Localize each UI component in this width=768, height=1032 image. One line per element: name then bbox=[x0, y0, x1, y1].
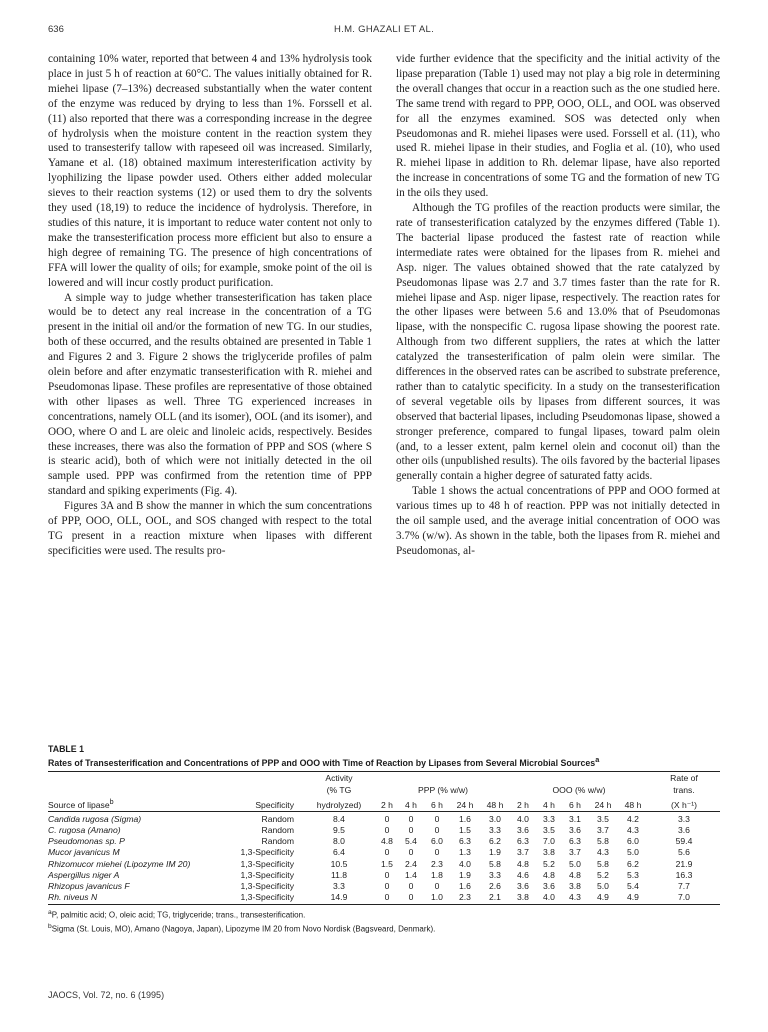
ppp-value-cell: 0 bbox=[434, 847, 440, 858]
right-column bbox=[396, 52, 720, 559]
ooo-value-cell: 5.0 bbox=[597, 881, 609, 891]
ppp-value-cell: 1.9 bbox=[459, 869, 471, 880]
ppp-value-cell: 0 bbox=[408, 813, 414, 824]
ppp-value-cell: 0 bbox=[384, 847, 390, 858]
ooo-value-cell: 3.3 bbox=[543, 813, 555, 824]
ooo-value-cell: 5.0 bbox=[569, 858, 581, 869]
footnote-text: Sigma (St. Louis, MO), Amano (Nagoya, Japan), Lipozyme IM 20 from Novo Nordisk (Bagsveard, Denmark). bbox=[51, 924, 436, 934]
activity-cell: 10.5 bbox=[330, 858, 348, 869]
ppp-value-cell: 2.1 bbox=[480, 892, 510, 905]
table-caption-text: Rates of Transesterification and Concentrations of PPP and OOO with Time of Reaction by Lipases from Several Microbial Sources bbox=[48, 757, 596, 768]
table-header-cell bbox=[218, 772, 302, 784]
ppp-value-cell: 0 bbox=[384, 881, 390, 891]
ooo-value-cell: 3.6 bbox=[517, 881, 529, 891]
ppp-value-cell: 1.3 bbox=[459, 847, 471, 858]
time-header: 48 h bbox=[480, 796, 510, 811]
table-row bbox=[48, 892, 720, 905]
table-1 bbox=[48, 744, 720, 935]
ppp-value-cell: 6.3 bbox=[459, 836, 471, 847]
source-cell: Candida rugosa (Sigma) bbox=[48, 813, 142, 824]
rate-cell: 21.9 bbox=[675, 858, 693, 869]
ooo-group-header: OOO (% w/w) bbox=[552, 784, 606, 795]
paragraph: A simple way to judge whether transesterification has taken place would be to detect any real increase in the concentration of a TG present in the initial oil and/or the formation of new TG. In our studies, both of these occurred, and the results obtained are presented in Table 1 and Figures 2 and 3. Figure 2 shows the triglyceride profiles of palm olein before and after enzymatic transesterification with R. miehei and Pseudomonas lipase. These profiles are representative of those obtained with other lipases as well. Three TG experienced increases in concentrations, namely OLL (and its isomer), OOL (and its isomer), and OOO, where O and L are oleic and linoleic acids, respectively. Besides these increases, there was also the formation of PPP and SOS (where S is stearic acid), both of which were not initially detected in the oil sample used. PPP was confirmed from the retention time of PPP standard and spiking experiments (Fig. 4). bbox=[48, 291, 372, 498]
ooo-value-cell: 3.5 bbox=[543, 824, 555, 835]
specificity-cell: Random bbox=[261, 836, 294, 847]
activity-cell: 9.5 bbox=[333, 824, 345, 835]
ooo-value-cell: 7.0 bbox=[543, 836, 555, 847]
ppp-value-cell: 0 bbox=[384, 813, 390, 824]
ppp-value-cell: 1.4 bbox=[405, 869, 417, 880]
activity-header-line: (% TG bbox=[326, 784, 352, 795]
ppp-value-cell: 1.9 bbox=[489, 847, 501, 858]
ppp-value-cell: 3.3 bbox=[489, 869, 501, 880]
ooo-value-cell: 4.8 bbox=[517, 858, 529, 869]
page-footer: JAOCS, Vol. 72, no. 6 (1995) bbox=[48, 990, 165, 1000]
ppp-value-cell: 0 bbox=[434, 824, 440, 835]
ooo-value-cell: 3.8 bbox=[543, 847, 555, 858]
table-caption bbox=[48, 755, 720, 772]
ppp-value-cell: 0 bbox=[384, 824, 390, 835]
ppp-value-cell: 0 bbox=[408, 824, 414, 835]
ppp-value-cell: 5.8 bbox=[489, 858, 501, 869]
ooo-value-cell: 4.0 bbox=[517, 813, 529, 824]
time-header: 24 h bbox=[588, 796, 618, 811]
table-footnotes bbox=[48, 907, 720, 934]
ppp-value-cell: 4.8 bbox=[381, 836, 393, 847]
source-cell: Mucor javanicus M bbox=[48, 847, 120, 858]
rate-header-line: Rate of bbox=[670, 772, 698, 783]
table-header-cell bbox=[48, 772, 218, 784]
rate-cell: 3.6 bbox=[678, 824, 690, 835]
table-header-cell bbox=[510, 772, 648, 784]
ooo-value-cell: 4.9 bbox=[588, 892, 618, 905]
ooo-value-cell: 4.0 bbox=[536, 892, 562, 905]
ooo-value-cell: 3.7 bbox=[597, 824, 609, 835]
specificity-cell: 1,3-Specificity bbox=[240, 869, 294, 880]
specificity-cell: Random bbox=[261, 824, 294, 835]
ppp-value-cell: 3.0 bbox=[489, 813, 501, 824]
ooo-value-cell: 4.8 bbox=[543, 869, 555, 880]
rate-cell: 7.0 bbox=[648, 892, 720, 905]
activity-cell: 11.8 bbox=[330, 869, 348, 880]
specificity-header: Specificity bbox=[218, 796, 302, 811]
ppp-value-cell: 0 bbox=[376, 892, 398, 905]
paragraph: Although the TG profiles of the reaction products were similar, the rate of transesterification catalyzed by the enzymes differed (Table 1). The bacterial lipase produced the fastest rate of reaction while intermediate rates were obtained for the lipases from R. miehei and Asp. niger. The values obtained showed that the rate catalyzed by Pseudomonas lipase was 2.7 and 3.7 times faster than the rate for R. miehei lipase and Asp. niger lipase, respectively. The reaction rates for the other lipases were between 5.6 and 13.0% that of Pseudomonas lipase, with the nonspecific C. rugosa lipase showing the poorest rate. Although from two different suppliers, the rates at which the latter catalyzed the transesterification of palm olein were similar. The differences in the observed rates can be ascribed to substrate preference, rather than to catalytic specificity. In a study on the transesterification of several vegetable oils by lipases from different sources, it was observed that bacterial lipases, including Pseudomonas lipase, showed a stronger preference, compared to fungal lipases, toward palm olein (and, to a lesser extent, palm kernel olein and coconut oil) than the other oils (unpublished results). The oils favored by the bacterial lipases generally contain a higher degree of saturated fatty acids. bbox=[396, 202, 720, 483]
time-header: 6 h bbox=[424, 796, 450, 811]
ooo-value-cell: 4.9 bbox=[618, 892, 648, 905]
ooo-value-cell: 3.7 bbox=[569, 847, 581, 858]
ooo-value-cell: 5.8 bbox=[597, 858, 609, 869]
time-header: 2 h bbox=[510, 796, 536, 811]
rate-cell: 7.7 bbox=[678, 881, 690, 891]
table-row bbox=[48, 870, 720, 881]
footnote-mark: a bbox=[48, 909, 52, 917]
ppp-value-cell: 2.3 bbox=[450, 892, 480, 905]
ppp-value-cell: 4.0 bbox=[459, 858, 471, 869]
time-header: 6 h bbox=[562, 796, 588, 811]
ooo-value-cell: 4.3 bbox=[627, 824, 639, 835]
ppp-value-cell: 1.5 bbox=[381, 858, 393, 869]
ooo-value-cell: 3.8 bbox=[569, 881, 581, 891]
ooo-value-cell: 5.2 bbox=[543, 858, 555, 869]
running-header bbox=[48, 24, 720, 38]
activity-cell: 14.9 bbox=[302, 892, 376, 905]
time-header: 48 h bbox=[618, 796, 648, 811]
page-number: 636 bbox=[48, 24, 64, 35]
table-label: TABLE 1 bbox=[48, 744, 85, 754]
ppp-value-cell: 6.0 bbox=[431, 836, 443, 847]
table-header-cell bbox=[376, 772, 510, 784]
ooo-value-cell: 6.2 bbox=[627, 858, 639, 869]
table-header-cell bbox=[48, 784, 218, 796]
specificity-cell: Random bbox=[261, 813, 294, 824]
table-header-cell bbox=[218, 784, 302, 796]
source-cell: Rhizopus javanicus F bbox=[48, 881, 130, 891]
rate-cell: 59.4 bbox=[675, 836, 693, 847]
activity-cell: 8.0 bbox=[333, 836, 345, 847]
ooo-value-cell: 5.8 bbox=[597, 836, 609, 847]
ppp-value-cell: 0 bbox=[434, 813, 440, 824]
table-row bbox=[48, 859, 720, 870]
specificity-cell: 1,3-Specificity bbox=[218, 892, 302, 905]
footnote bbox=[48, 907, 720, 921]
ppp-value-cell: 1.6 bbox=[459, 813, 471, 824]
paragraph: Table 1 shows the actual concentrations of PPP and OOO formed at various times up to 48 h of reaction. PPP was not initially detected in the oil sample used, and the average initial concentration of OOO was 3.7% (w/w). As shown in the table, both the lipases from R. miehei and Pseudomonas, al- bbox=[396, 485, 720, 557]
ppp-value-cell: 0 bbox=[408, 881, 414, 891]
ooo-value-cell: 3.7 bbox=[517, 847, 529, 858]
ppp-value-cell: 2.6 bbox=[489, 881, 501, 891]
ppp-value-cell: 2.4 bbox=[405, 858, 417, 869]
ooo-value-cell: 6.3 bbox=[569, 836, 581, 847]
table-row bbox=[48, 836, 720, 847]
specificity-cell: 1,3-Specificity bbox=[240, 858, 294, 869]
footnote-mark: b bbox=[48, 923, 52, 931]
source-header bbox=[48, 796, 218, 811]
activity-cell: 6.4 bbox=[333, 847, 345, 858]
ppp-value-cell: 0 bbox=[408, 847, 414, 858]
time-header: 4 h bbox=[398, 796, 424, 811]
ppp-group-header: PPP (% w/w) bbox=[418, 784, 468, 795]
ooo-value-cell: 3.8 bbox=[510, 892, 536, 905]
ooo-value-cell: 5.4 bbox=[627, 881, 639, 891]
ppp-value-cell: 3.3 bbox=[489, 824, 501, 835]
ooo-value-cell: 4.3 bbox=[597, 847, 609, 858]
data-table bbox=[48, 772, 720, 905]
activity-cell: 3.3 bbox=[333, 881, 345, 891]
ppp-value-cell: 6.2 bbox=[489, 836, 501, 847]
table-row bbox=[48, 811, 720, 825]
ooo-value-cell: 6.0 bbox=[627, 836, 639, 847]
footnote-text: P, palmitic acid; O, oleic acid; TG, triglyceride; trans., transesterification. bbox=[51, 911, 306, 921]
ooo-value-cell: 5.0 bbox=[627, 847, 639, 858]
time-header: 24 h bbox=[450, 796, 480, 811]
rate-cell: 5.6 bbox=[678, 847, 690, 858]
table-row bbox=[48, 825, 720, 836]
rate-cell: 3.3 bbox=[678, 813, 690, 824]
caption-footnote-mark: a bbox=[595, 755, 600, 764]
left-column bbox=[48, 52, 372, 559]
table-row bbox=[48, 881, 720, 892]
activity-header-line: hydrolyzed) bbox=[302, 796, 376, 811]
ooo-value-cell: 3.5 bbox=[597, 813, 609, 824]
running-head: H.M. GHAZALI ET AL. bbox=[333, 24, 435, 35]
source-cell: Rhizomucor miehei (Lipozyme IM 20) bbox=[48, 858, 191, 869]
ppp-value-cell: 1.8 bbox=[431, 869, 443, 880]
ppp-value-cell: 5.4 bbox=[405, 836, 417, 847]
ooo-value-cell: 4.3 bbox=[562, 892, 588, 905]
source-header-text: Source of lipase bbox=[48, 799, 110, 810]
ooo-value-cell: 4.6 bbox=[517, 869, 529, 880]
specificity-cell: 1,3-Specificity bbox=[240, 881, 294, 891]
paragraph: Figures 3A and B show the manner in which the sum concentrations of PPP, OOO, OLL, OOL, and SOS changed with respect to the total TG present in a reaction mixture when lipases with different specificities were used. The results pro- bbox=[48, 500, 372, 557]
ppp-value-cell: 1.6 bbox=[459, 881, 471, 891]
ooo-value-cell: 3.1 bbox=[569, 813, 581, 824]
ppp-value-cell: 0 bbox=[384, 869, 390, 880]
ppp-value-cell: 2.3 bbox=[431, 858, 443, 869]
time-header: 4 h bbox=[536, 796, 562, 811]
rate-header-line: (X h⁻¹) bbox=[648, 796, 720, 811]
ppp-value-cell: 1.5 bbox=[459, 824, 471, 835]
source-cell: Pseudomonas sp. P bbox=[48, 836, 125, 847]
ooo-value-cell: 4.8 bbox=[569, 869, 581, 880]
time-header: 2 h bbox=[376, 796, 398, 811]
ooo-value-cell: 5.3 bbox=[627, 869, 639, 880]
ooo-value-cell: 6.3 bbox=[517, 836, 529, 847]
source-footnote-mark: b bbox=[109, 797, 114, 806]
source-cell: C. rugosa (Amano) bbox=[48, 824, 121, 835]
table-row bbox=[48, 847, 720, 858]
ooo-value-cell: 5.2 bbox=[597, 869, 609, 880]
activity-header-line: Activity bbox=[325, 772, 353, 783]
ooo-value-cell: 3.6 bbox=[569, 824, 581, 835]
rate-header-line: trans. bbox=[673, 784, 695, 795]
ppp-value-cell: 0 bbox=[434, 881, 440, 891]
footnote bbox=[48, 921, 720, 935]
specificity-cell: 1,3-Specificity bbox=[240, 847, 294, 858]
rate-cell: 16.3 bbox=[675, 869, 693, 880]
paragraph: containing 10% water, reported that between 4 and 13% hydrolysis took place in just 5 h of reaction at 60°C. The values initially obtained for R. miehei lipase (7–13%) decreased substantially when the water content of the enzyme was reduced by drying to less than 1%. Forssell et al. (11) also reported that there was a corresponding increase in the degree of hydrolysis when the moisture content in the reaction system they used to transesterify tallow with rapeseed oil was increased. Similarly, Yamane et al. (18) obtained maximum interesterification activity by lyophilizing the lipase powder used. Others either added molecular sieves to their reaction systems (12) or used them to dry the solvents they used (18,19) to reduce the incidence of hydrolysis. Therefore, in studies of this nature, it is important to reduce water content not only to make the transesterification process more efficient but also to ensure a high degree of remaining TG. The presence of high concentrations of FFA will lower the quality of oils; for example, smoke point of the oil is lowered and will incur costly product purification. bbox=[48, 53, 372, 289]
ooo-value-cell: 3.6 bbox=[517, 824, 529, 835]
ppp-value-cell: 0 bbox=[398, 892, 424, 905]
source-cell: Aspergillus niger A bbox=[48, 869, 120, 880]
activity-cell: 8.4 bbox=[333, 813, 345, 824]
paragraph: vide further evidence that the specificity and the initial activity of the lipase preparation (Table 1) used may not play a big role in determining the overall changes that occur in a reaction such as the one studied here. The same trend with regard to PPP, OOO, OLL, and OOL was observed for all the enzymes examined. SOS was detected only when Pseudomonas and R. miehei lipases were used. Forssell et al. (11), who used R. miehei lipase in their studies, and Foglia et al. (10), who used R. miehei lipase in addition to Rh. delemar lipase, have also reported the increase in concentrations of some TG and the formation of new TG in the oils they used. bbox=[396, 53, 720, 200]
source-cell: Rh. niveus N bbox=[48, 892, 218, 905]
ppp-value-cell: 1.0 bbox=[424, 892, 450, 905]
ooo-value-cell: 4.2 bbox=[627, 813, 639, 824]
ooo-value-cell: 3.6 bbox=[543, 881, 555, 891]
